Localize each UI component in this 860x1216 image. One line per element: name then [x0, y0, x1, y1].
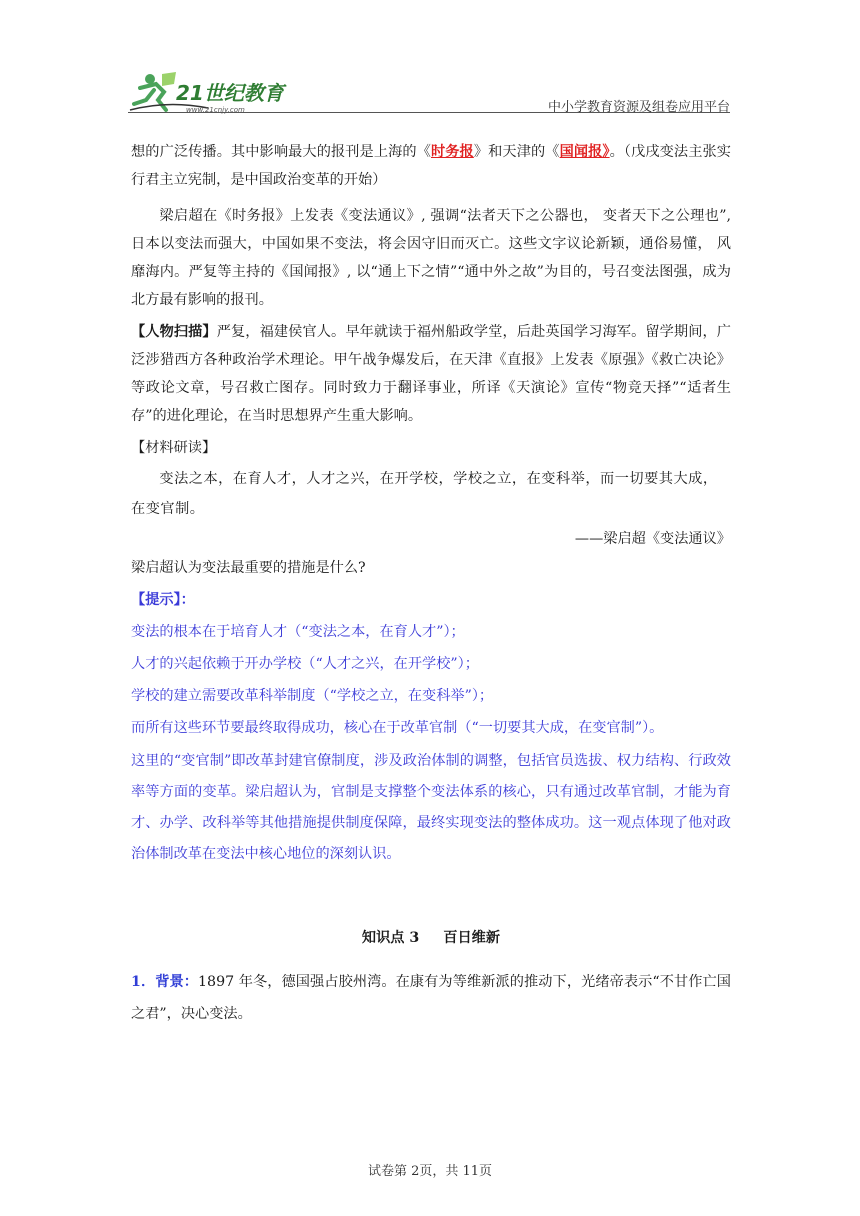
material-label: 【材料研读】 — [131, 440, 217, 456]
platform-name: 中小学教育资源及组卷应用平台 — [547, 100, 730, 115]
background-paragraph — [131, 966, 731, 1030]
text-segment: 。（戊戌变法主张实行君主立宪制，是中国政治变革的开始） — [131, 144, 731, 188]
svg-text:www.21cnjy.com: www.21cnjy.com — [186, 106, 245, 114]
section-title — [131, 924, 731, 952]
link-shiwubao[interactable]: 时务报 — [430, 144, 474, 160]
hint-line: 学校的建立需要改革科举制度（“学校之立，在变科举”）； — [131, 688, 494, 704]
page-footer: 试卷第 2页，共 11页 — [367, 1164, 493, 1179]
svg-text:21世纪教育: 21世纪教育 — [176, 81, 284, 105]
material-quote: 变法之本，在育人才，人才之兴，在开学校，学校之立，在变科举，而一切要其大成，在变官制。 — [131, 471, 718, 517]
background-label: 1．背景： — [131, 974, 199, 990]
logo-icon — [128, 70, 298, 114]
section-name: 百日维新 — [443, 930, 501, 946]
text-segment: 想的广泛传播。其中影响最大的报刊是上海的《 — [131, 144, 431, 160]
hint-line: 而所有这些环节要最终取得成功，核心在于改革官制（“一切要其大成，在变官制”）。 — [131, 720, 664, 736]
material-attribution: ——梁启超《变法通议》 — [574, 531, 731, 547]
person-scan — [131, 318, 731, 430]
section-number: 知识点 3 — [361, 930, 420, 946]
hint-analysis: 这里的“变官制”即改革封建官僚制度，涉及政治体制的调整，包括官员选拔、权力结构、行政效率等方面的变革。梁启超认为，官制是支撑整个变法体系的核心，只有通过改革官制，才能为育才、办学、改科举等其他措施提供制度保障，最终实现变法的整体成功。这一观点体现了他对政治体制改革在变法中核心地位的深刻认识。 — [131, 753, 731, 862]
hint-line: 变法的根本在于培育人才（“变法之本，在育人才”）； — [131, 624, 465, 640]
text-segment: 》和天津的《 — [473, 144, 560, 160]
link-guowenbao[interactable]: 国闻报》 — [559, 144, 610, 160]
person-scan-label: 【人物扫描】 — [131, 324, 217, 340]
paragraph-newspapers — [131, 138, 731, 194]
paragraph-liang-qichao: 梁启超在《时务报》上发表《变法通议》, 强调“法者天下之公器也， 变者天下之公理也”, 日本以变法而强大，中国如果不变法，将会因守旧而灭亡。这些文字议论新颖，通俗易懂， 风靡海内。严复等主持的《国闻报》, 以“通上下之情”“通中外之故”为目的，号召变法图强，成为北方最有影响的报刊。 — [131, 208, 731, 308]
background-text: 1897 年冬，德国强占胶州湾。在康有为等维新派的推动下，光绪帝表示“不甘作亡国之君”，决心变法。 — [131, 974, 731, 1022]
hint-label: 【提示】： — [131, 592, 195, 608]
person-scan-text: 严复，福建侯官人。早年就读于福州船政学堂，后赴英国学习海军。留学期间，广泛涉猎西方各种政治学术理论。甲午战争爆发后，在天津《直报》上发表《原强》《救亡决论》等政论文章，号召救亡图存。同时致力于翻译事业，所译《天演论》宣传“物竞天择”“适者生存”的进化理论，在当时思想界产生重大影响。 — [131, 324, 731, 424]
header-divider — [128, 112, 730, 113]
hint-line: 人才的兴起依赖于开办学校（“人才之兴，在开学校”）； — [131, 656, 479, 672]
material-question: 梁启超认为变法最重要的措施是什么? — [131, 560, 366, 576]
page-header — [128, 70, 730, 116]
document-body — [131, 138, 731, 1030]
